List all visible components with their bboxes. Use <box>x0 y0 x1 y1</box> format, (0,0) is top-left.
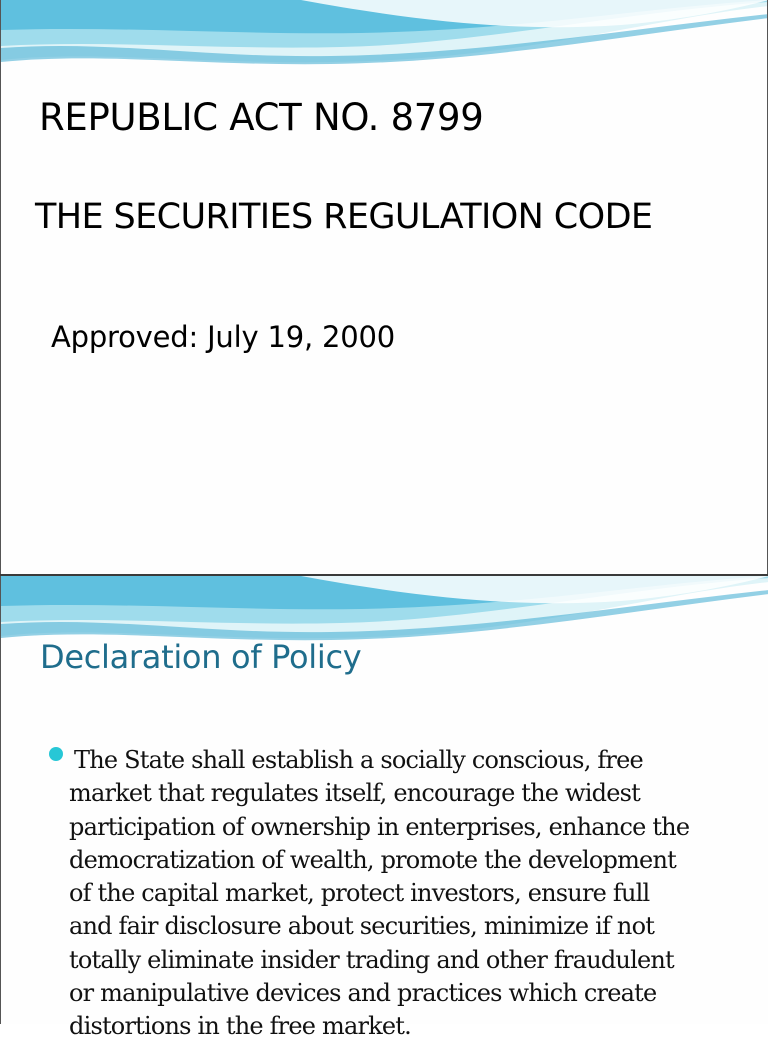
act-title: REPUBLIC ACT NO. 8799 <box>39 96 484 139</box>
approval-date: Approved: July 19, 2000 <box>51 320 395 354</box>
paragraph-line: participation of ownership in enterprises, enhance the <box>69 812 690 841</box>
slide-heading: Declaration of Policy <box>40 638 362 676</box>
paragraph-line: of the capital market, protect investors, ensure full <box>69 879 650 908</box>
circle-bullet-icon <box>49 747 63 761</box>
paragraph-line: democratization of wealth, promote the development <box>69 845 676 874</box>
code-title: THE SECURITIES REGULATION CODE <box>35 197 653 237</box>
paragraph-line: or manipulative devices and practices which create <box>69 979 657 1008</box>
paragraph-line: market that regulates itself, encourage the widest <box>69 779 640 808</box>
paragraph-line: distortions in the free market. <box>69 1012 411 1041</box>
paragraph-line: and fair disclosure about securities, minimize if not <box>69 912 655 941</box>
paragraph-line: totally eliminate insider trading and other fraudulent <box>69 945 674 974</box>
wave-banner-icon <box>1 0 768 110</box>
policy-paragraph <box>69 744 749 1044</box>
paragraph-line: The State shall establish a socially conscious, free <box>74 746 643 774</box>
